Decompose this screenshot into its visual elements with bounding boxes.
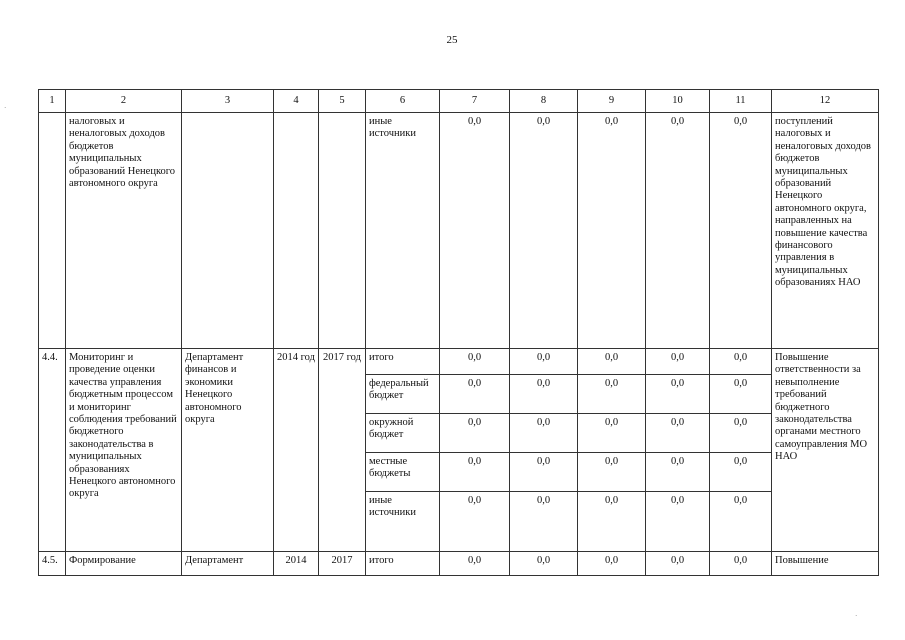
value-cell: 0,0	[710, 414, 772, 453]
value-cell: 0,0	[578, 375, 646, 414]
value-cell: 0,0	[646, 375, 710, 414]
row-number-cell	[39, 113, 66, 349]
value-cell: 0,0	[710, 349, 772, 375]
header-cell: 6	[366, 90, 440, 113]
value-cell: 0,0	[646, 349, 710, 375]
value-cell: 0,0	[710, 492, 772, 552]
table-row	[39, 349, 879, 375]
value-cell: 0,0	[510, 414, 578, 453]
result-cell: поступлений налоговых и неналоговых доходов бюджетов муниципальных образований Ненецкого автономного округа, направленных на повышение качества финансового управления в муниципальных образованиях НАО	[772, 113, 879, 349]
header-cell: 5	[319, 90, 366, 113]
scan-speck: ·	[4, 104, 7, 112]
start-year-cell	[274, 113, 319, 349]
value-cell: 0,0	[710, 453, 772, 492]
header-cell: 7	[440, 90, 510, 113]
header-cell: 1	[39, 90, 66, 113]
row-number-cell: 4.4.	[39, 349, 66, 552]
value-cell: 0,0	[710, 552, 772, 576]
activity-cell: Формирование	[66, 552, 182, 576]
value-cell: 0,0	[510, 349, 578, 375]
start-year-cell: 2014 год	[274, 349, 319, 552]
header-cell: 10	[646, 90, 710, 113]
header-row	[39, 90, 879, 113]
funding-source-cell: итого	[366, 552, 440, 576]
value-cell: 0,0	[510, 453, 578, 492]
executor-cell: Департамент	[182, 552, 274, 576]
value-cell: 0,0	[440, 492, 510, 552]
funding-source-cell: федеральный бюджет	[366, 375, 440, 414]
value-cell: 0,0	[578, 414, 646, 453]
value-cell: 0,0	[440, 552, 510, 576]
funding-source-cell: итого	[366, 349, 440, 375]
value-cell: 0,0	[578, 113, 646, 349]
executor-cell	[182, 113, 274, 349]
result-cell: Повышение	[772, 552, 879, 576]
executor-cell: Департамент финансов и экономики Ненецкого автономного округа	[182, 349, 274, 552]
value-cell: 0,0	[578, 349, 646, 375]
scan-speck: ·	[855, 612, 858, 620]
activity-cell: Мониторинг и проведение оценки качества управления бюджетным процессом и мониторинг соблюдения требований бюджетного законодательства в муниципальных образованиях Ненецкого автономного округа	[66, 349, 182, 552]
program-activities-table	[38, 89, 879, 576]
result-cell: Повышение ответственности за невыполнение требований бюджетного законодательства органами местного самоуправления МО НАО	[772, 349, 879, 552]
value-cell: 0,0	[440, 453, 510, 492]
table-row	[39, 552, 879, 576]
funding-source-cell: иные источники	[366, 492, 440, 552]
end-year-cell: 2017	[319, 552, 366, 576]
header-cell: 9	[578, 90, 646, 113]
row-number-cell: 4.5.	[39, 552, 66, 576]
value-cell: 0,0	[578, 552, 646, 576]
value-cell: 0,0	[510, 113, 578, 349]
value-cell: 0,0	[710, 375, 772, 414]
value-cell: 0,0	[578, 492, 646, 552]
value-cell: 0,0	[646, 492, 710, 552]
funding-source-cell: окружной бюджет	[366, 414, 440, 453]
value-cell: 0,0	[510, 375, 578, 414]
value-cell: 0,0	[510, 552, 578, 576]
header-cell: 12	[772, 90, 879, 113]
value-cell: 0,0	[710, 113, 772, 349]
page-number: 25	[446, 34, 458, 46]
header-cell: 2	[66, 90, 182, 113]
value-cell: 0,0	[646, 552, 710, 576]
start-year-cell: 2014	[274, 552, 319, 576]
end-year-cell	[319, 113, 366, 349]
value-cell: 0,0	[646, 113, 710, 349]
end-year-cell: 2017 год	[319, 349, 366, 552]
header-cell: 8	[510, 90, 578, 113]
header-cell: 3	[182, 90, 274, 113]
header-cell: 11	[710, 90, 772, 113]
value-cell: 0,0	[646, 414, 710, 453]
value-cell: 0,0	[578, 453, 646, 492]
value-cell: 0,0	[440, 113, 510, 349]
value-cell: 0,0	[646, 453, 710, 492]
header-cell: 4	[274, 90, 319, 113]
value-cell: 0,0	[440, 375, 510, 414]
table-row	[39, 113, 879, 349]
value-cell: 0,0	[440, 414, 510, 453]
value-cell: 0,0	[510, 492, 578, 552]
funding-source-cell: местные бюджеты	[366, 453, 440, 492]
funding-source-cell: иные источники	[366, 113, 440, 349]
activity-cell: налоговых и неналоговых доходов бюджетов муниципальных образований Ненецкого автономного округа	[66, 113, 182, 349]
value-cell: 0,0	[440, 349, 510, 375]
